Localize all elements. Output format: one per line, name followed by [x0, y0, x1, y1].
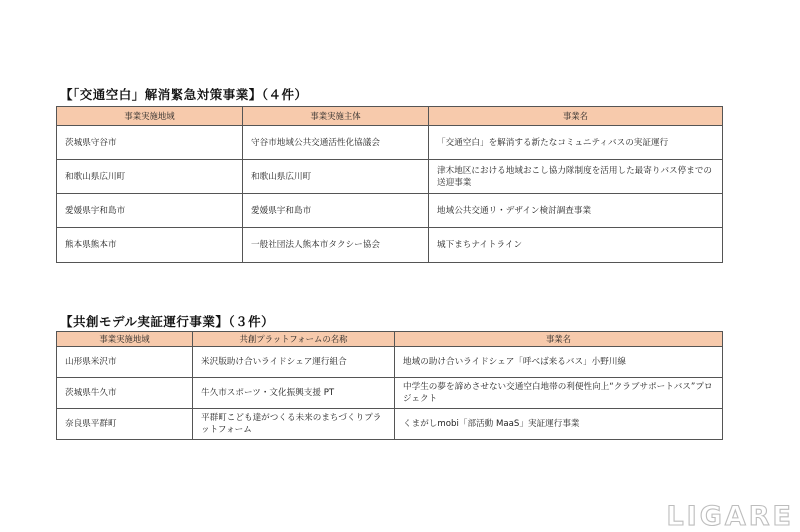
cell-platform: 米沢版助け合いライドシェア運行組合 [193, 347, 395, 378]
cell-region: 茨城県守谷市 [57, 126, 243, 160]
table-row [57, 378, 723, 409]
cell-project-name: 中学生の夢を諦めさせない交通空白地帯の利便性向上“クラブサポートバス”プロジェクト [395, 378, 723, 409]
cell-operator: 和歌山県広川町 [243, 160, 429, 194]
header-project-name: 事業名 [395, 332, 723, 347]
header-project-name: 事業名 [429, 107, 723, 126]
cell-platform: 牛久市スポーツ・文化振興支援 PT [193, 378, 395, 409]
watermark-logo: LIGARE [666, 501, 794, 532]
table-row [57, 409, 723, 440]
cell-region: 奈良県平群町 [57, 409, 193, 440]
table-row [57, 194, 723, 228]
cell-platform: 平群町こども達がつくる未来のまちづくりプラットフォーム [193, 409, 395, 440]
header-operator: 事業実施主体 [243, 107, 429, 126]
cell-region: 愛媛県宇和島市 [57, 194, 243, 228]
cell-operator: 愛媛県宇和島市 [243, 194, 429, 228]
cell-operator: 守谷市地域公共交通活性化協議会 [243, 126, 429, 160]
cell-project-name: 津木地区における地域おこし協力隊制度を活用した最寄りバス停までの送迎事業 [429, 160, 723, 194]
cell-project-name: 地域の助け合いライドシェア「呼べば来るバス」小野川線 [395, 347, 723, 378]
cell-region: 山形県米沢市 [57, 347, 193, 378]
cell-project-name: 城下まちナイトライン [429, 228, 723, 263]
table-row [57, 347, 723, 378]
section2-title: 【共創モデル実証運行事業】（３件） [60, 314, 275, 329]
table-header-row [57, 107, 723, 126]
table-cocreation-projects [56, 331, 723, 440]
header-platform: 共創プラットフォームの名称 [193, 332, 395, 347]
table-row [57, 126, 723, 160]
table-header-row [57, 332, 723, 347]
cell-region: 茨城県牛久市 [57, 378, 193, 409]
cell-operator: 一般社団法人熊本市タクシー協会 [243, 228, 429, 263]
table-emergency-projects [56, 106, 723, 263]
table-row [57, 160, 723, 194]
header-region: 事業実施地域 [57, 107, 243, 126]
header-region: 事業実施地域 [57, 332, 193, 347]
cell-region: 和歌山県広川町 [57, 160, 243, 194]
table-row [57, 228, 723, 263]
cell-project-name: くまがしmobi「部活動 MaaS」実証運行事業 [395, 409, 723, 440]
section1-title: 【「交通空白」解消緊急対策事業】（４件） [60, 87, 308, 102]
cell-project-name: 「交通空白」を解消する新たなコミュニティバスの実証運行 [429, 126, 723, 160]
cell-project-name: 地域公共交通リ・デザイン検討調査事業 [429, 194, 723, 228]
cell-region: 熊本県熊本市 [57, 228, 243, 263]
